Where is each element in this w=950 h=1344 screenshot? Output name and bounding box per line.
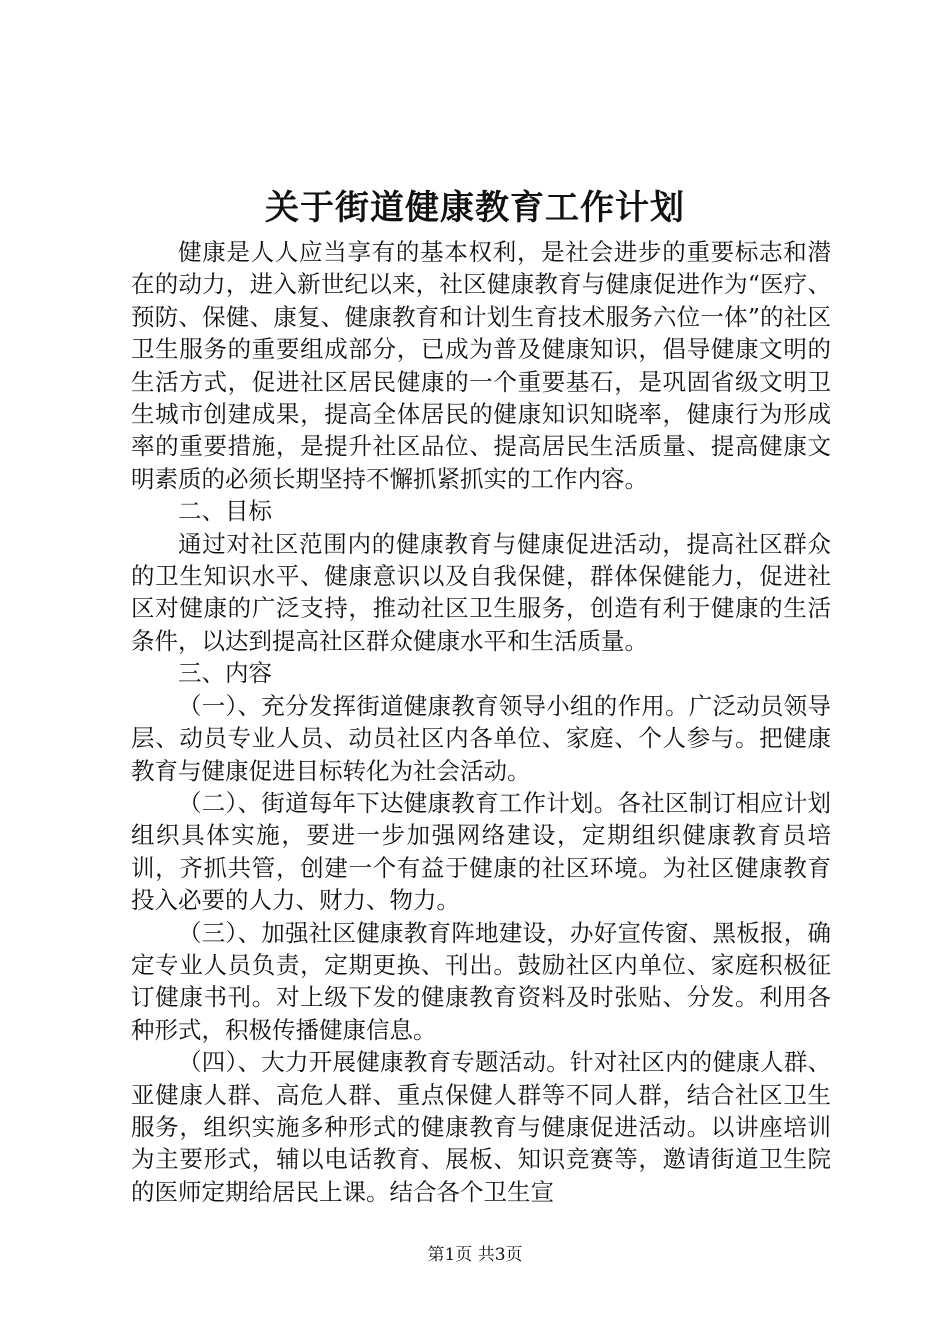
document-body <box>131 236 831 1208</box>
paragraph-goals: 通过对社区范围内的健康教育与健康促进活动，提高社区群众的卫生知识水平、健康意识以及自我保健，群体保健能力，促进社区对健康的广泛支持，推动社区卫生服务，创造有利于健康的生活条件，以达到提高社区群众健康水平和生活质量。 <box>131 529 831 655</box>
paragraph-intro: 健康是人人应当享有的基本权利，是社会进步的重要标志和潜在的动力，进入新世纪以来，社区健康教育与健康促进作为“医疗、预防、保健、康复、健康教育和计划生育技术服务六位一体”的社区卫生服务的重要组成部分，已成为普及健康知识，倡导健康文明的生活方式，促进社区居民健康的一个重要基石，是巩固省级文明卫生城市创建成果，提高全体居民的健康知识知晓率，健康行为形成率的重要措施，是提升社区品位、提高居民生活质量、提高健康文明素质的必须长期坚持不懈抓紧抓实的工作内容。 <box>131 238 831 493</box>
paragraph-item-1: （一）、充分发挥街道健康教育领导小组的作用。广泛动员领导层、动员专业人员、动员社区内各单位、家庭、个人参与。把健康教育与健康促进目标转化为社会活动。 <box>131 691 831 785</box>
paragraph-item-4: （四）、大力开展健康教育专题活动。针对社区内的健康人群、亚健康人群、高危人群、重点保健人群等不同人群，结合社区卫生服务，组织实施多种形式的健康教育与健康促进活动。以讲座培训为主要形式，辅以电话教育、展板、知识竞赛等，邀请街道卫生院的医师定期给居民上课。结合各个卫生宣 <box>131 1048 831 1206</box>
paragraph-item-2: （二）、街道每年下达健康教育工作计划。各社区制订相应计划组织具体实施，要进一步加强网络建设，定期组织健康教育员培训，齐抓共管，创建一个有益于健康的社区环境。为社区健康教育投入必要的人力、财力、物力。 <box>131 788 831 915</box>
section-heading-goals: 二、目标 <box>178 497 272 526</box>
document-title: 关于街道健康教育工作计划 <box>265 188 685 228</box>
paragraph-item-3: （三）、加强社区健康教育阵地建设，办好宣传窗、黑板报，确定专业人员负责，定期更换、刊出。鼓励社区内单位、家庭积极征订健康书刊。对上级下发的健康教育资料及时张贴、分发。利用各种形式，积极传播健康信息。 <box>131 918 831 1044</box>
section-heading-content: 三、内容 <box>178 659 272 688</box>
page-number-footer: 第1页 共3页 <box>427 1245 523 1265</box>
